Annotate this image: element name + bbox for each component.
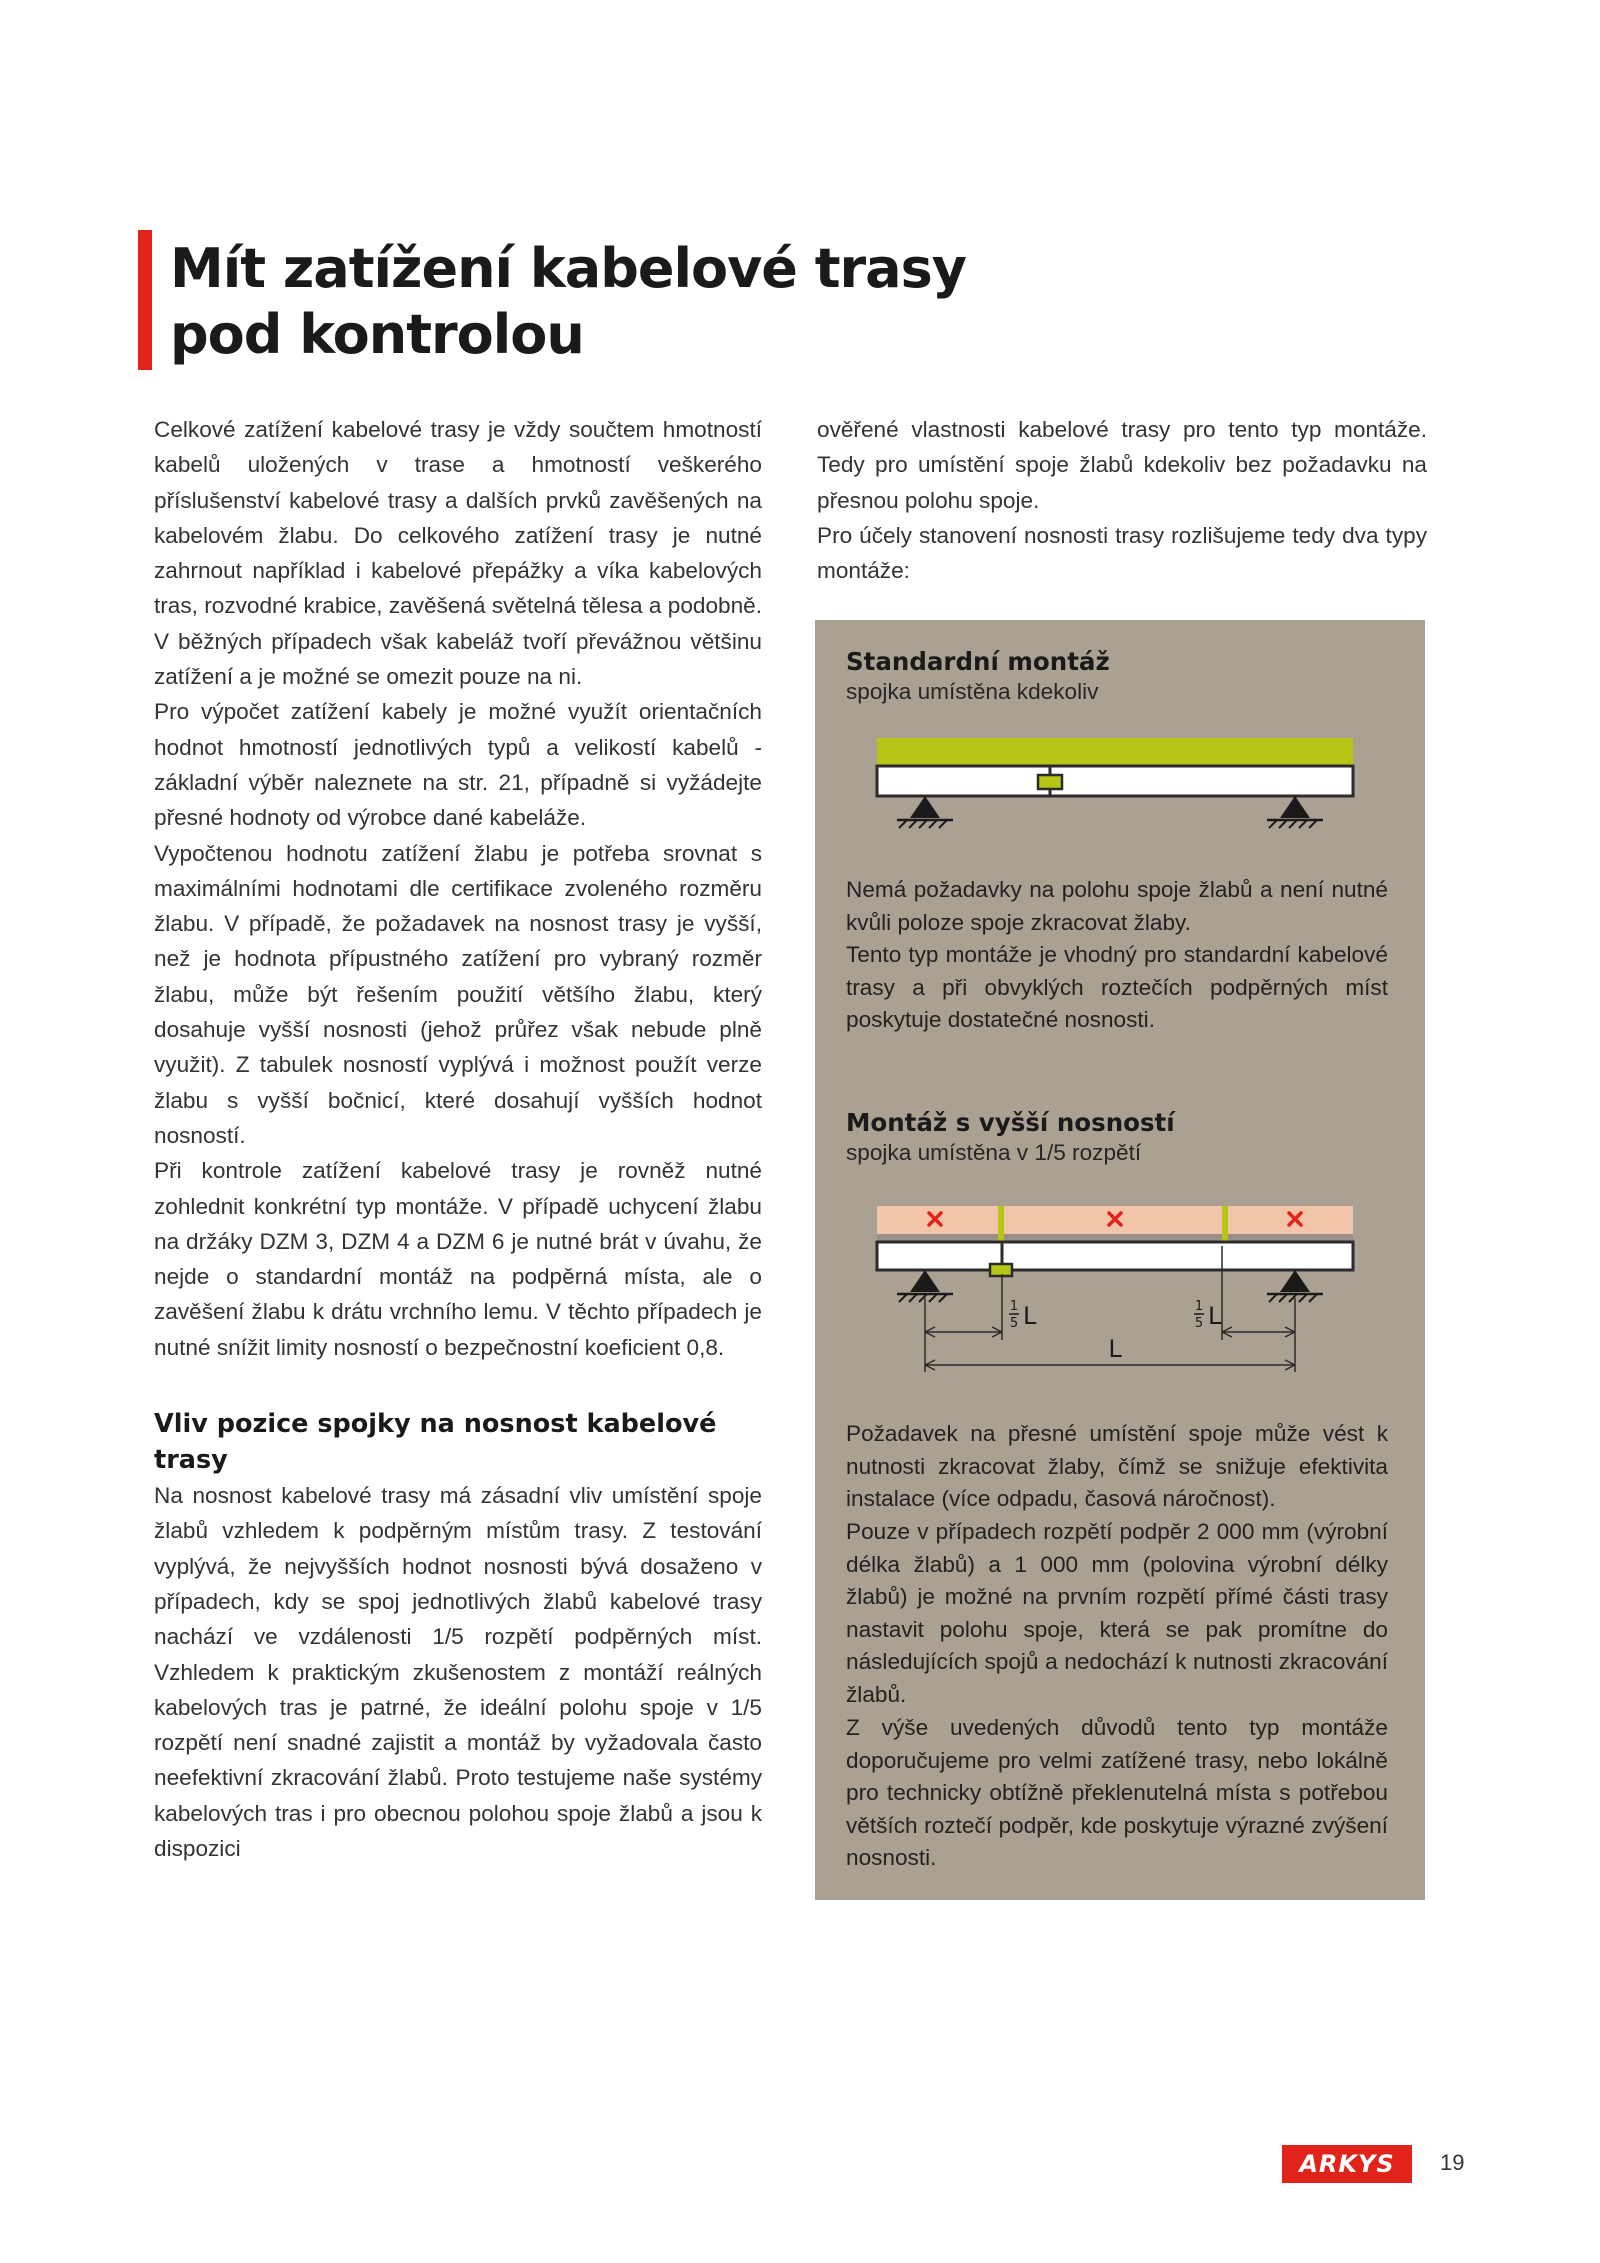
support-right	[1267, 796, 1323, 828]
logo-text: ARKYS	[1299, 2150, 1395, 2178]
higher-mounting-heading: Montáž s vyšší nosností	[846, 1108, 1175, 1137]
span-label-right: L	[1208, 1302, 1222, 1330]
cable-tray	[877, 766, 1353, 796]
higher-mounting-diagram	[815, 1200, 1425, 1380]
cable-tray	[877, 1242, 1353, 1270]
tray-joint	[990, 1264, 1012, 1276]
standard-mounting-text-2: Tento typ montáže je vhodný pro standardní kabelové trasy a při obvyklých roztečích podpěrných míst poskytuje dostatečné nosnosti.	[846, 942, 1388, 1032]
standard-mounting-subheading: spojka umístěna kdekoliv	[846, 679, 1099, 704]
page-title-line-2: pod kontrolou	[170, 303, 584, 366]
page-title	[170, 236, 966, 368]
right-column	[817, 412, 1427, 588]
tray-joint	[1038, 775, 1062, 789]
fraction-denominator-right: 5	[1194, 1316, 1204, 1331]
subsection-paragraph-source	[0, 0, 1, 1]
subsection-paragraph-part-1: Na nosnost kabelové trasy má zásadní vliv umístění spoje žlabů vzhledem k podpěrným místům trasy. Z testování vyplývá, že nejvyšších hodnot nosnosti bývá dosaženo v případech, kdy se spoj jednotlivých žlabů kabelové trasy nachází ve vzdálenosti 1/5 rozpětí podpěrných míst. Vzhledem k praktickým zkušenostem z montáží reálných kabelových tras je patrné, že ideální polohu spoje v 1/5 rozpětí není snadné zajistit a montáž by vyžadovala často neefektivní zkracování žlabů. Proto testujeme naše systémy kabelových tras i pro obecnou polohou spoje žlabů a jsou k dispozici	[154, 1483, 762, 1861]
higher-mounting-text-1: Požadavek na přesné umístění spoje může vést k nutnosti zkracovat žlaby, čímž se snižuje efektivita instalace (více odpadu, časová náročnost).	[846, 1421, 1388, 1511]
right-intro-paragraph: Pro účely stanovení nosnosti trasy rozlišujeme tedy dva typy montáže:	[817, 522, 1427, 584]
page-number: 19	[1440, 2150, 1465, 2175]
arkys-logo	[1282, 2145, 1412, 2183]
higher-mounting-text-2: Pouze v případech rozpětí podpěr 2 000 mm (výrobní délka žlabů) a 1 000 mm (polovina výrobní délky žlabů) je možné na prvním rozpětí přímé části trasy nastavit polohu spoje, která se pak promítne do následujících spojů a nedochází k nutnosti zkracování žlabů.	[846, 1519, 1388, 1707]
load-bar	[877, 738, 1353, 766]
mounting-types-box	[815, 620, 1425, 1900]
joint-marker-right	[1222, 1206, 1228, 1246]
section-subheading: Vliv pozice spojky na nosnost kabelové trasy	[154, 1409, 717, 1476]
body-paragraph-2: Pro výpočet zatížení kabely je možné využít orientačních hodnot hmotností jednotlivých typů a velikostí kabelů - základní výběr naleznete na str. 21, případně si vyžádejte přesné hodnoty od výrobce dané kabeláže.	[154, 699, 762, 831]
span-label-left: L	[1023, 1302, 1037, 1330]
title-accent-bar	[138, 230, 152, 370]
standard-mounting-text-1: Nemá požadavky na polohu spoje žlabů a není nutné kvůli poloze spoje zkracovat žlaby.	[846, 877, 1388, 935]
support-left	[897, 796, 953, 828]
fraction-numerator-left: 1	[1009, 1299, 1019, 1314]
body-paragraph-1: Celkové zatížení kabelové trasy je vždy součtem hmotností kabelů uložených v trase a hmotností veškerého příslušenství kabelové trasy a dalších prvků zavěšených na kabelovém žlabu. Do celkového zatížení trasy je nutné zahrnout například i kabelové přepážky a víka kabelových tras, rozvodné krabice, zavěšená světelná tělesa a podobně. V běžných případech však kabeláž tvoří převážnou většinu zatížení a je možné se omezit pouze na ni.	[154, 417, 762, 690]
higher-mounting-text-3: Z výše uvedených důvodů tento typ montáže doporučujeme pro velmi zatížené trasy, nebo lokálně pro technicky obtížně překlenutelná místa s potřebou větších roztečí podpěr, kde poskytuje výrazné zvýšení nosnosti.	[846, 1715, 1388, 1870]
support-right	[1267, 1270, 1323, 1302]
fraction-denominator-left: 5	[1009, 1316, 1019, 1331]
support-left	[897, 1270, 953, 1302]
standard-mounting-diagram	[815, 730, 1425, 850]
body-paragraph-4: Při kontrole zatížení kabelové trasy je rovněž nutné zohlednit konkrétní typ montáže. V případě uchycení žlabu na držáky DZM 3, DZM 4 a DZM 6 je nutné brát v úvahu, že nejde o standardní montáž na podpěrná místa, ale o zavěšení žlabu k drátu vrchního lemu. V těchto případech je nutné snížit limity nosností o bezpečnostní koeficient 0,8.	[154, 1158, 762, 1360]
span-label-full: L	[1108, 1335, 1122, 1363]
page-title-line-1: Mít zatížení kabelové trasy	[170, 237, 966, 300]
higher-mounting-subheading: spojka umístěna v 1/5 rozpětí	[846, 1140, 1142, 1165]
left-column	[154, 412, 762, 1866]
standard-mounting-heading: Standardní montáž	[846, 647, 1110, 676]
subsection-paragraph-part-2: ověřené vlastnosti kabelové trasy pro tento typ montáže. Tedy pro umístění spoje žlabů kdekoliv bez požadavku na přesnou polohu spoje.	[817, 417, 1427, 513]
body-paragraph-3: Vypočtenou hodnotu zatížení žlabu je potřeba srovnat s maximálními hodnotami dle certifikace zvoleného rozměru žlabu. V případě, že požadavek na nosnost trasy je vyšší, než je hodnota přípustného zatížení pro vybraný rozměr žlabu, může být řešením použití většího žlabu, který dosahuje vyšší nosnosti (jehož průřez však nebude plně využit). Z tabulek nosností vyplývá i možnost použít verze žlabu s vyšší bočnicí, které dosahují vyšších hodnot nosností.	[154, 840, 762, 1148]
fraction-numerator-right: 1	[1194, 1299, 1204, 1314]
